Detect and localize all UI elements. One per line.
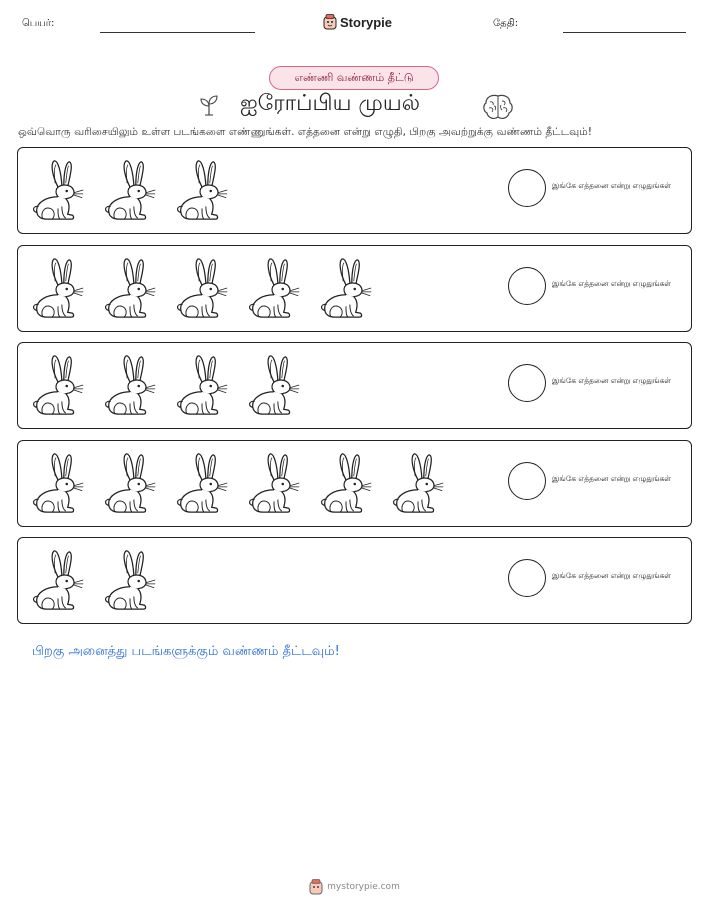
title-row bbox=[0, 91, 709, 121]
answer-label: இங்கே எத்தனை என்று எழுதுங்கள் bbox=[552, 474, 672, 483]
storypie-mascot-icon bbox=[323, 14, 337, 30]
category-pill: எண்ணி வண்ணம் தீட்டு bbox=[269, 66, 439, 90]
rabbit-icon bbox=[100, 451, 160, 515]
footer-site[interactable]: mystorypie.com bbox=[327, 882, 400, 892]
rabbit-icon bbox=[172, 451, 232, 515]
instructions: ஒவ்வொரு வரிசையிலும் உள்ள படங்களை எண்ணுங்கள். எத்தனை என்று எழுதி, பிறகு அவற்றுக்கு வண்ணம் தீட்டவும்! bbox=[18, 126, 593, 138]
rabbit-icon bbox=[172, 256, 232, 320]
rabbit-icon bbox=[100, 256, 160, 320]
page-footer bbox=[0, 879, 709, 895]
rabbit-icon bbox=[388, 451, 448, 515]
storypie-logo bbox=[323, 14, 392, 30]
rabbit-group bbox=[28, 158, 232, 222]
rabbit-icon bbox=[28, 158, 88, 222]
rabbit-icon bbox=[172, 158, 232, 222]
counting-row bbox=[17, 440, 692, 527]
brain-icon bbox=[482, 93, 514, 121]
answer-label: இங்கே எத்தனை என்று எழுதுங்கள் bbox=[552, 571, 672, 580]
rabbit-icon bbox=[28, 256, 88, 320]
answer-circle[interactable] bbox=[508, 559, 546, 597]
rabbit-icon bbox=[28, 451, 88, 515]
rabbit-icon bbox=[100, 548, 160, 612]
closing-note: பிறகு அனைத்து படங்களுக்கும் வண்ணம் தீட்டவும்! bbox=[32, 644, 340, 659]
rabbit-group bbox=[28, 353, 304, 417]
rabbit-icon bbox=[244, 256, 304, 320]
name-label: பெயர்: bbox=[22, 18, 55, 29]
answer-label: இங்கே எத்தனை என்று எழுதுங்கள் bbox=[552, 181, 672, 190]
rabbit-icon bbox=[316, 451, 376, 515]
name-line[interactable] bbox=[100, 32, 255, 33]
storypie-mascot-icon bbox=[309, 879, 323, 895]
sprout-icon bbox=[197, 93, 221, 117]
rabbit-group bbox=[28, 256, 376, 320]
worksheet-header bbox=[0, 14, 709, 38]
date-line[interactable] bbox=[563, 32, 686, 33]
brand-name: Storypie bbox=[340, 14, 393, 30]
answer-circle[interactable] bbox=[508, 267, 546, 305]
answer-label: இங்கே எத்தனை என்று எழுதுங்கள் bbox=[552, 376, 672, 385]
rabbit-icon bbox=[244, 451, 304, 515]
answer-circle[interactable] bbox=[508, 462, 546, 500]
rabbit-icon bbox=[100, 353, 160, 417]
date-label: தேதி: bbox=[493, 18, 519, 29]
rabbit-icon bbox=[244, 353, 304, 417]
rabbit-icon bbox=[316, 256, 376, 320]
rabbit-group bbox=[28, 548, 160, 612]
worksheet-title: ஐரோப்பிய முயல் bbox=[240, 91, 420, 116]
counting-row bbox=[17, 537, 692, 624]
answer-label: இங்கே எத்தனை என்று எழுதுங்கள் bbox=[552, 279, 672, 288]
rabbit-group bbox=[28, 451, 448, 515]
rabbit-icon bbox=[172, 353, 232, 417]
rabbit-icon bbox=[28, 548, 88, 612]
counting-row bbox=[17, 342, 692, 429]
rabbit-icon bbox=[28, 353, 88, 417]
rabbit-icon bbox=[100, 158, 160, 222]
counting-row bbox=[17, 245, 692, 332]
answer-circle[interactable] bbox=[508, 169, 546, 207]
counting-row bbox=[17, 147, 692, 234]
answer-circle[interactable] bbox=[508, 364, 546, 402]
